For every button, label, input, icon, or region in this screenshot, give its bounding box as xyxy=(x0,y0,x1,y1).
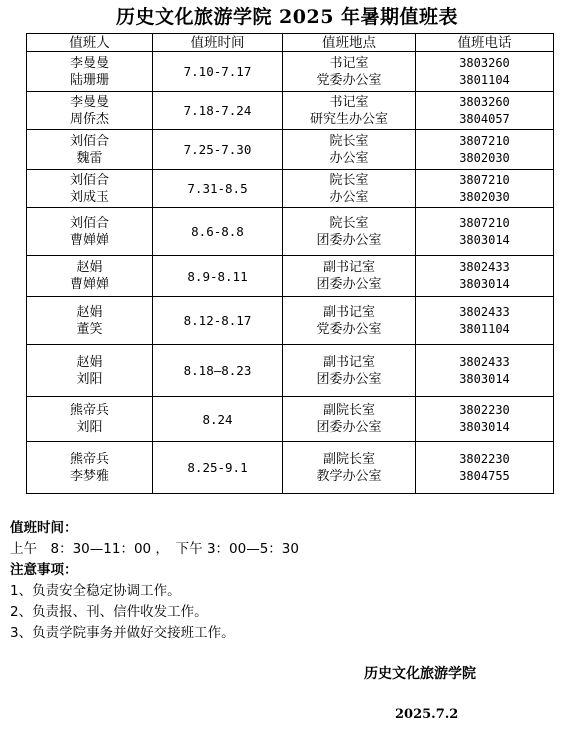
cell-phone xyxy=(416,130,554,170)
cell-person-line: 熊帝兵 xyxy=(69,451,109,467)
cell-time-line: 8.12-8.17 xyxy=(183,313,252,328)
cell-phone xyxy=(416,297,554,345)
cell-place-line: 副书记室 xyxy=(322,260,375,275)
cell-time xyxy=(153,170,283,208)
cell-place-line: 办公室 xyxy=(329,189,369,205)
cell-place xyxy=(283,170,416,208)
cell-time xyxy=(153,397,283,442)
cell-time-line: 7.25-7.30 xyxy=(183,142,252,157)
cell-phone-line: 3802433 xyxy=(459,304,510,319)
cell-person xyxy=(27,92,153,130)
cell-person xyxy=(27,297,153,345)
cell-person xyxy=(27,52,153,92)
cell-person-line: 曹婵婵 xyxy=(69,232,109,248)
signature-org: 历史文化旅游学院 xyxy=(364,666,476,682)
cell-person-line: 刘阳 xyxy=(76,420,103,435)
cell-time-line: 8.18—8.23 xyxy=(183,363,252,378)
cell-phone-line: 3802433 xyxy=(459,354,510,369)
table-row xyxy=(27,92,554,130)
cell-place xyxy=(283,397,416,442)
attention-item: 2、负责报、刊、信件收发工作。 xyxy=(10,604,208,620)
cell-phone xyxy=(416,256,554,297)
cell-place-line: 团委办公室 xyxy=(316,420,382,435)
cell-place-line: 副书记室 xyxy=(322,354,375,370)
table-row xyxy=(27,170,554,208)
cell-place-line: 团委办公室 xyxy=(316,277,382,292)
table-row xyxy=(27,130,554,170)
cell-person xyxy=(27,256,153,297)
table-row xyxy=(27,208,554,256)
notes-section xyxy=(10,518,560,644)
cell-phone-line: 3807210 xyxy=(459,133,510,148)
cell-person xyxy=(27,442,153,494)
cell-place-line: 院长室 xyxy=(329,133,369,149)
signature-date: 2025.7.2 xyxy=(395,707,459,722)
cell-place-line: 院长室 xyxy=(329,172,369,188)
cell-place-line: 办公室 xyxy=(329,150,369,166)
header-person: 值班人 xyxy=(27,34,153,52)
cell-person-line: 刘佰合 xyxy=(69,215,109,231)
cell-phone xyxy=(416,397,554,442)
cell-time-line: 8.24 xyxy=(202,411,233,427)
table-row xyxy=(27,442,554,494)
cell-person-line: 赵娟 xyxy=(76,304,103,320)
cell-phone-line: 3807210 xyxy=(459,215,510,230)
duty-time-text: 上午 8：30—11：00 ， 下午 3：00—5：30 xyxy=(10,541,299,557)
cell-place-line: 书记室 xyxy=(329,55,369,71)
cell-person xyxy=(27,397,153,442)
cell-phone-line: 3802230 xyxy=(459,451,510,466)
cell-person-line: 熊帝兵 xyxy=(69,403,109,418)
cell-phone-line: 3803260 xyxy=(459,55,510,70)
attention-item: 3、负责学院事务并做好交接班工作。 xyxy=(10,625,235,641)
cell-person-line: 魏雷 xyxy=(76,150,103,166)
header-phone: 值班电话 xyxy=(416,34,554,52)
cell-place-line: 研究生办公室 xyxy=(309,111,388,127)
cell-place xyxy=(283,297,416,345)
cell-time xyxy=(153,442,283,494)
table-row xyxy=(27,345,554,397)
cell-place-line: 院长室 xyxy=(329,215,369,231)
cell-person-line: 刘阳 xyxy=(76,371,103,387)
cell-place xyxy=(283,92,416,130)
cell-place-line: 党委办公室 xyxy=(316,321,382,337)
cell-phone-line: 3801104 xyxy=(459,72,510,87)
header-place: 值班地点 xyxy=(283,34,416,52)
cell-person-line: 陆珊珊 xyxy=(69,72,109,88)
cell-time xyxy=(153,345,283,397)
cell-person-line: 刘成玉 xyxy=(69,189,109,205)
cell-phone xyxy=(416,345,554,397)
cell-phone-line: 3804057 xyxy=(459,111,510,126)
cell-place xyxy=(283,256,416,297)
table-row xyxy=(27,397,554,442)
cell-person-line: 曹婵婵 xyxy=(69,277,109,292)
cell-phone-line: 3803014 xyxy=(459,371,510,386)
cell-time-line: 7.10-7.17 xyxy=(183,64,252,79)
cell-phone xyxy=(416,92,554,130)
cell-time-line: 8.25-9.1 xyxy=(187,460,248,475)
cell-place-line: 团委办公室 xyxy=(316,371,382,387)
header-time: 值班时间 xyxy=(153,34,283,52)
cell-person xyxy=(27,208,153,256)
cell-phone xyxy=(416,52,554,92)
cell-person-line: 李曼曼 xyxy=(69,94,109,110)
duty-table xyxy=(26,33,554,494)
cell-time xyxy=(153,256,283,297)
table-row xyxy=(27,256,554,297)
cell-time xyxy=(153,208,283,256)
cell-phone-line: 3803014 xyxy=(459,420,510,434)
cell-phone xyxy=(416,170,554,208)
cell-place-line: 党委办公室 xyxy=(316,72,382,88)
cell-person-line: 刘佰合 xyxy=(69,133,109,149)
duty-time-heading: 值班时间： xyxy=(10,520,78,536)
cell-time-line: 7.18-7.24 xyxy=(183,103,252,118)
cell-time xyxy=(153,92,283,130)
cell-place xyxy=(283,130,416,170)
duty-table-body xyxy=(27,52,554,494)
cell-time-line: 8.6-8.8 xyxy=(191,224,244,239)
cell-place xyxy=(283,442,416,494)
document-title: 历史文化旅游学院 2025 年暑期值班表 xyxy=(115,6,459,28)
cell-time xyxy=(153,52,283,92)
cell-person-line: 赵娟 xyxy=(76,260,103,275)
cell-time xyxy=(153,297,283,345)
attention-item: 1、负责安全稳定协调工作。 xyxy=(10,583,181,599)
table-row xyxy=(27,52,554,92)
cell-phone-line: 3803260 xyxy=(459,94,510,109)
cell-place xyxy=(283,52,416,92)
table-header-row xyxy=(27,34,554,52)
cell-phone-line: 3802030 xyxy=(459,150,510,165)
cell-phone-line: 3801104 xyxy=(459,321,510,336)
cell-place xyxy=(283,208,416,256)
cell-place xyxy=(283,345,416,397)
cell-person xyxy=(27,170,153,208)
cell-time xyxy=(153,130,283,170)
attention-heading: 注意事项： xyxy=(10,562,78,578)
cell-person-line: 周侨杰 xyxy=(69,111,109,127)
cell-person xyxy=(27,130,153,170)
table-row xyxy=(27,297,554,345)
cell-place-line: 副院长室 xyxy=(322,403,375,418)
cell-person-line: 李曼曼 xyxy=(69,55,109,71)
cell-person-line: 李梦雅 xyxy=(69,468,109,484)
cell-time-line: 8.9-8.11 xyxy=(187,268,248,284)
cell-time-line: 7.31-8.5 xyxy=(187,181,248,196)
cell-phone-line: 3807210 xyxy=(459,172,510,187)
cell-phone-line: 3803014 xyxy=(459,277,510,291)
cell-person-line: 赵娟 xyxy=(76,354,103,370)
cell-place-line: 教学办公室 xyxy=(316,468,382,484)
cell-place-line: 副院长室 xyxy=(322,451,375,467)
cell-phone-line: 3804755 xyxy=(459,468,510,483)
cell-person-line: 刘佰合 xyxy=(69,172,109,188)
cell-phone xyxy=(416,208,554,256)
cell-phone-line: 3802230 xyxy=(459,403,510,417)
cell-person xyxy=(27,345,153,397)
cell-phone xyxy=(416,442,554,494)
cell-phone-line: 3802030 xyxy=(459,189,510,204)
cell-phone-line: 3803014 xyxy=(459,232,510,247)
cell-place-line: 书记室 xyxy=(329,94,369,110)
cell-place-line: 副书记室 xyxy=(322,304,375,320)
cell-phone-line: 3802433 xyxy=(459,260,510,274)
cell-person-line: 董笑 xyxy=(76,321,103,337)
cell-place-line: 团委办公室 xyxy=(316,232,382,248)
